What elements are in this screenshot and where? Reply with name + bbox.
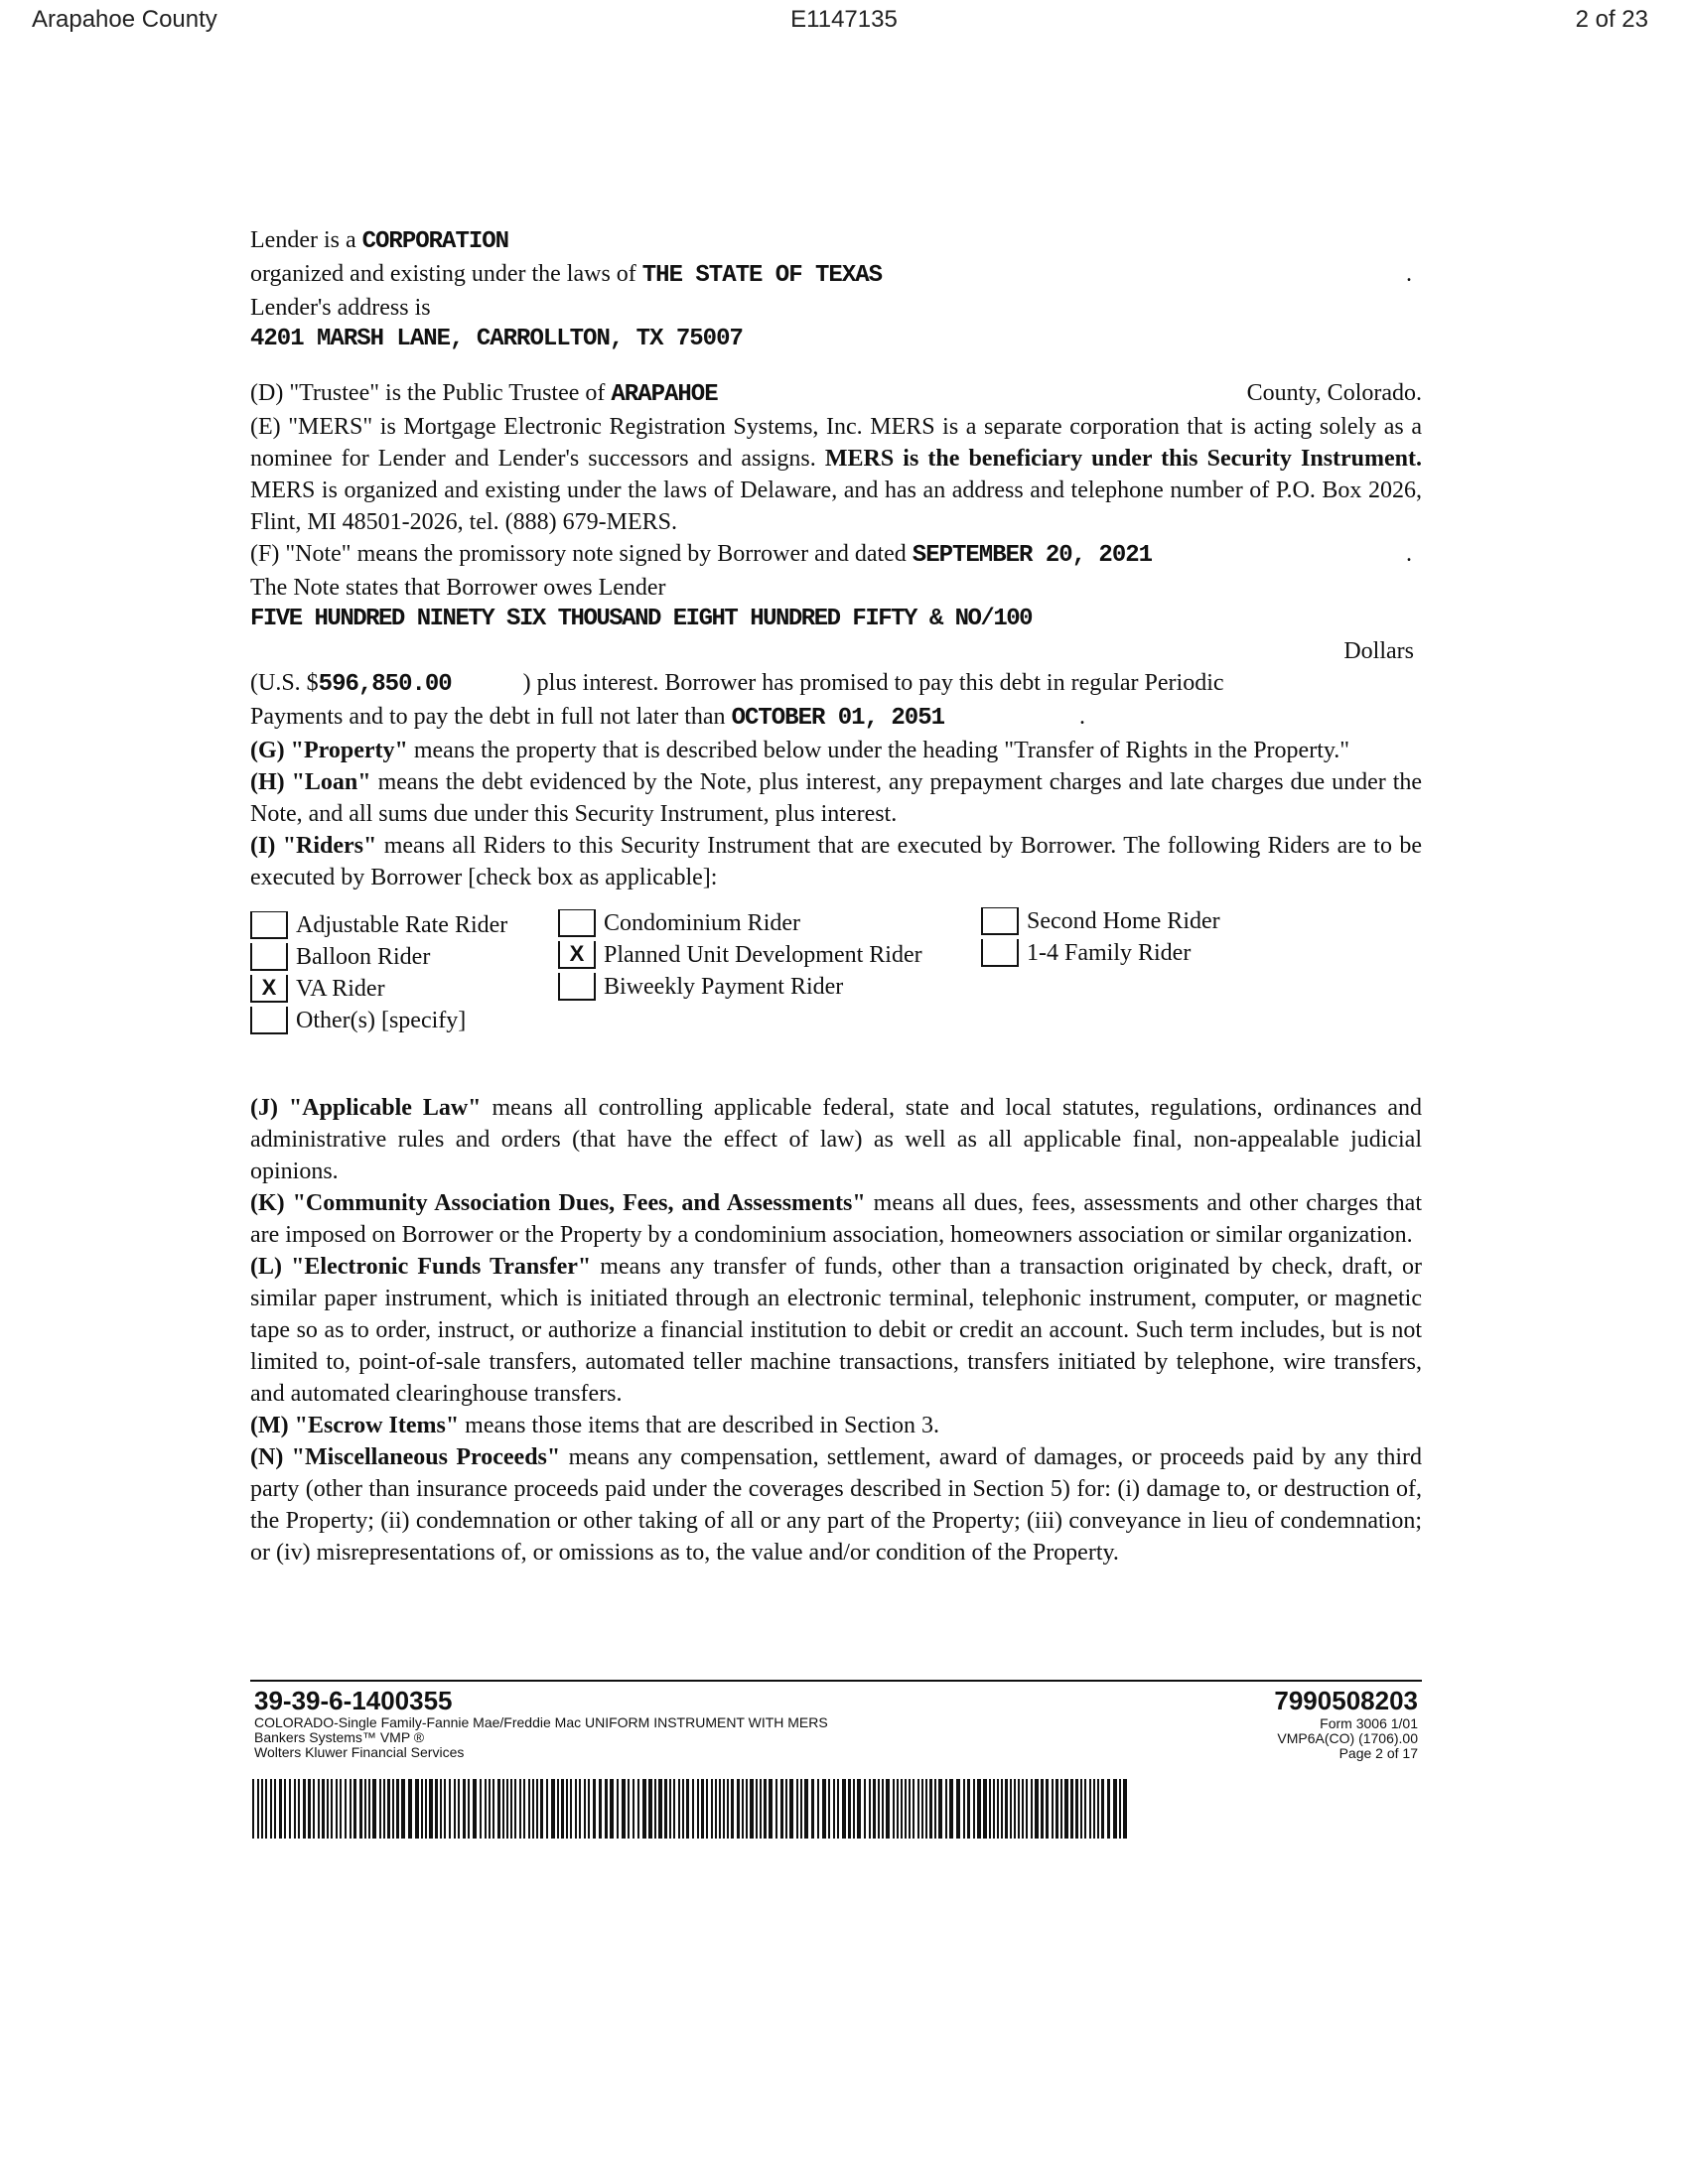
applicable-law-label: (J) "Applicable Law" <box>250 1095 482 1121</box>
footer-loan-number: 39-39-6-1400355 <box>254 1686 453 1715</box>
trustee-prefix: (D) "Trustee" is the Public Trustee of <box>250 380 606 406</box>
maturity-period: . <box>1079 704 1085 730</box>
trustee-county: ARAPAHOE <box>611 381 718 408</box>
rider-other[interactable] <box>250 1005 466 1036</box>
maturity-date: OCTOBER 01, 2051 <box>731 705 944 732</box>
applicable-law-text: means all controlling applicable federal, state and local statutes, regulations, ordinances and administrative rules and orders (that have the effect of law) as well as all applicable final, non-appealable judicial opinions. <box>250 1095 1423 1184</box>
checkbox-planned-unit-development[interactable]: X <box>558 941 596 969</box>
note-date: SEPTEMBER 20, 2021 <box>912 542 1153 569</box>
rider-va[interactable] <box>250 973 385 1005</box>
loan-label: (H) "Loan" <box>250 769 371 795</box>
lender-address: 4201 MARSH LANE, CARROLLTON, TX 75007 <box>250 326 743 352</box>
lender-type-line <box>250 224 1422 258</box>
us-suffix: ) plus interest. Borrower has promised to pay this debt in regular Periodic <box>522 670 1224 696</box>
property-label: (G) "Property" <box>250 738 408 763</box>
lender-state-line <box>250 258 1422 292</box>
rider-label: Condominium Rider <box>604 910 800 936</box>
loan-text: means the debt evidenced by the Note, plus interest, any prepayment charges and late charges due under the Note, and all sums due under this Security Instrument, plus interest. <box>250 769 1423 827</box>
footer-bankers-systems: Bankers Systems™ VMP ® <box>254 1729 425 1745</box>
barcode-image <box>252 1779 1128 1839</box>
county-header: Arapahoe County <box>32 6 217 33</box>
footer-doc-number: 7990508203 <box>1274 1686 1418 1715</box>
property-text: means the property that is described below under the heading "Transfer of Rights in the Property." <box>413 738 1350 763</box>
eft-label: (L) "Electronic Funds Transfer" <box>250 1254 592 1280</box>
mers-definition <box>250 411 1422 538</box>
escrow-items-label: (M) "Escrow Items" <box>250 1413 460 1438</box>
footer-divider <box>250 1680 1422 1682</box>
applicable-law-definition <box>250 1092 1422 1187</box>
page-count: 2 of 23 <box>1575 6 1648 33</box>
lender-state-period: . <box>1406 261 1412 287</box>
trustee-suffix: County, Colorado. <box>1246 380 1422 406</box>
riders-text: means all Riders to this Security Instrument that are executed by Borrower. The following Riders are to be executed by Borrower [check box as applicable]: <box>250 833 1422 890</box>
rider-adjustable-rate[interactable] <box>250 909 507 941</box>
rider-biweekly-payment[interactable] <box>558 971 843 1003</box>
mers-label: (E) "MERS" <box>250 414 373 440</box>
mers-beneficiary-statement: MERS is the beneficiary under this Security Instrument. <box>824 446 1423 472</box>
dollars-label: Dollars <box>1343 638 1414 664</box>
note-amount-line <box>250 667 1422 701</box>
rider-one-to-four-family[interactable] <box>981 937 1191 969</box>
rider-planned-unit-development[interactable] <box>558 939 922 971</box>
lender-type: CORPORATION <box>361 228 509 255</box>
note-maturity-line <box>250 701 1422 735</box>
checkbox-adjustable-rate[interactable] <box>250 911 288 939</box>
checkbox-second-home[interactable] <box>981 907 1019 935</box>
misc-proceeds-definition <box>250 1441 1422 1569</box>
mers-text-1: is Mortgage Electronic Registration Systems, Inc. MERS is a separate corporation that is acting solely as a nominee for Lender and Lender's successors and assigns. <box>250 414 1423 472</box>
property-definition <box>250 735 1422 766</box>
rider-label: Balloon Rider <box>296 944 431 970</box>
lender-address-label: Lender's address is <box>250 295 431 321</box>
community-association-definition <box>250 1187 1422 1251</box>
misc-proceeds-text: means any compensation, settlement, award of damages, or proceeds paid by any third party (other than insurance proceeds paid under the coverages described in Section 5) for: (i) damage to, or destruction of, the Property; (ii) condemnation or other taking of all or any part of the Property; (iii) conveyance in lieu of condemnation; or (iv) misrepresentations of, or omissions as to, the value and/or condition of the Property. <box>250 1444 1422 1566</box>
rider-label: Planned Unit Development Rider <box>604 942 922 968</box>
lender-state-prefix: organized and existing under the laws of <box>250 261 636 287</box>
us-prefix: (U.S. $ <box>250 670 319 696</box>
eft-definition <box>250 1251 1422 1410</box>
payments-prefix: Payments and to pay the debt in full not later than <box>250 704 726 730</box>
rider-condominium[interactable] <box>558 907 800 939</box>
rider-label: Other(s) [specify] <box>296 1008 467 1033</box>
lender-type-prefix: Lender is a <box>250 227 356 253</box>
note-owes: The Note states that Borrower owes Lender <box>250 575 666 601</box>
footer-vmp-code: VMP6A(CO) (1706).00 <box>1277 1730 1418 1746</box>
checkbox-biweekly-payment[interactable] <box>558 973 596 1001</box>
loan-definition <box>250 766 1422 830</box>
note-date-period: . <box>1406 541 1412 567</box>
community-association-text: means all dues, fees, assessments and other charges that are imposed on Borrower or the Property by a condominium association, homeowners association or similar organization. <box>250 1190 1423 1248</box>
rider-label: Adjustable Rate Rider <box>296 912 508 938</box>
note-amount-words: FIVE HUNDRED NINETY SIX THOUSAND EIGHT HUNDRED FIFTY & NO/100 <box>250 606 1033 632</box>
reception-number: E1147135 <box>790 6 898 33</box>
checkbox-va[interactable]: X <box>250 975 288 1003</box>
mers-text-2: MERS is organized and existing under the laws of Delaware, and has an address and telephone number of P.O. Box 2026, Flint, MI 48501-2026, tel. (888) 679-MERS. <box>250 478 1422 535</box>
footer-publisher: Wolters Kluwer Financial Services <box>254 1744 465 1760</box>
riders-label: (I) "Riders" <box>250 833 377 859</box>
community-association-label: (K) "Community Association Dues, Fees, and Assessments" <box>250 1190 866 1216</box>
checkbox-one-to-four-family[interactable] <box>981 939 1019 967</box>
checkbox-balloon[interactable] <box>250 943 288 971</box>
rider-label: VA Rider <box>296 976 385 1002</box>
misc-proceeds-label: (N) "Miscellaneous Proceeds" <box>250 1444 561 1470</box>
note-date-line <box>250 538 1422 572</box>
rider-second-home[interactable] <box>981 905 1220 937</box>
note-prefix: (F) "Note" means the promissory note signed by Borrower and dated <box>250 541 907 567</box>
rider-label: 1-4 Family Rider <box>1027 940 1192 966</box>
note-amount: 596,850.00 <box>318 671 452 698</box>
eft-text: means any transfer of funds, other than a transaction originated by check, draft, or similar paper instrument, which is initiated through an electronic terminal, telephonic instrument, computer, or magnetic tape so as to order, instruct, or authorize a financial institution to debit or credit an account. Such term includes, but is not limited to, point-of-sale transfers, automated teller machine transactions, transfers initiated by telephone, wire transfers, and automated clearinghouse transfers. <box>250 1254 1422 1407</box>
document-body <box>250 224 1422 1569</box>
escrow-items-definition <box>250 1410 1422 1441</box>
checkbox-other[interactable] <box>250 1007 288 1034</box>
rider-label: Biweekly Payment Rider <box>604 974 844 1000</box>
checkbox-condominium[interactable] <box>558 909 596 937</box>
riders-definition <box>250 830 1422 893</box>
rider-balloon[interactable] <box>250 941 430 973</box>
lender-state: THE STATE OF TEXAS <box>641 262 883 289</box>
rider-label: Second Home Rider <box>1027 908 1220 934</box>
riders-checklist <box>250 903 1422 1044</box>
escrow-items-text: means those items that are described in Section 3. <box>465 1413 940 1438</box>
footer-form-description: COLORADO-Single Family-Fannie Mae/Freddie Mac UNIFORM INSTRUMENT WITH MERS <box>254 1714 828 1730</box>
trustee-line <box>250 377 1422 411</box>
footer-form-number: Form 3006 1/01 <box>1320 1715 1418 1731</box>
footer-page-number: Page 2 of 17 <box>1338 1745 1418 1761</box>
